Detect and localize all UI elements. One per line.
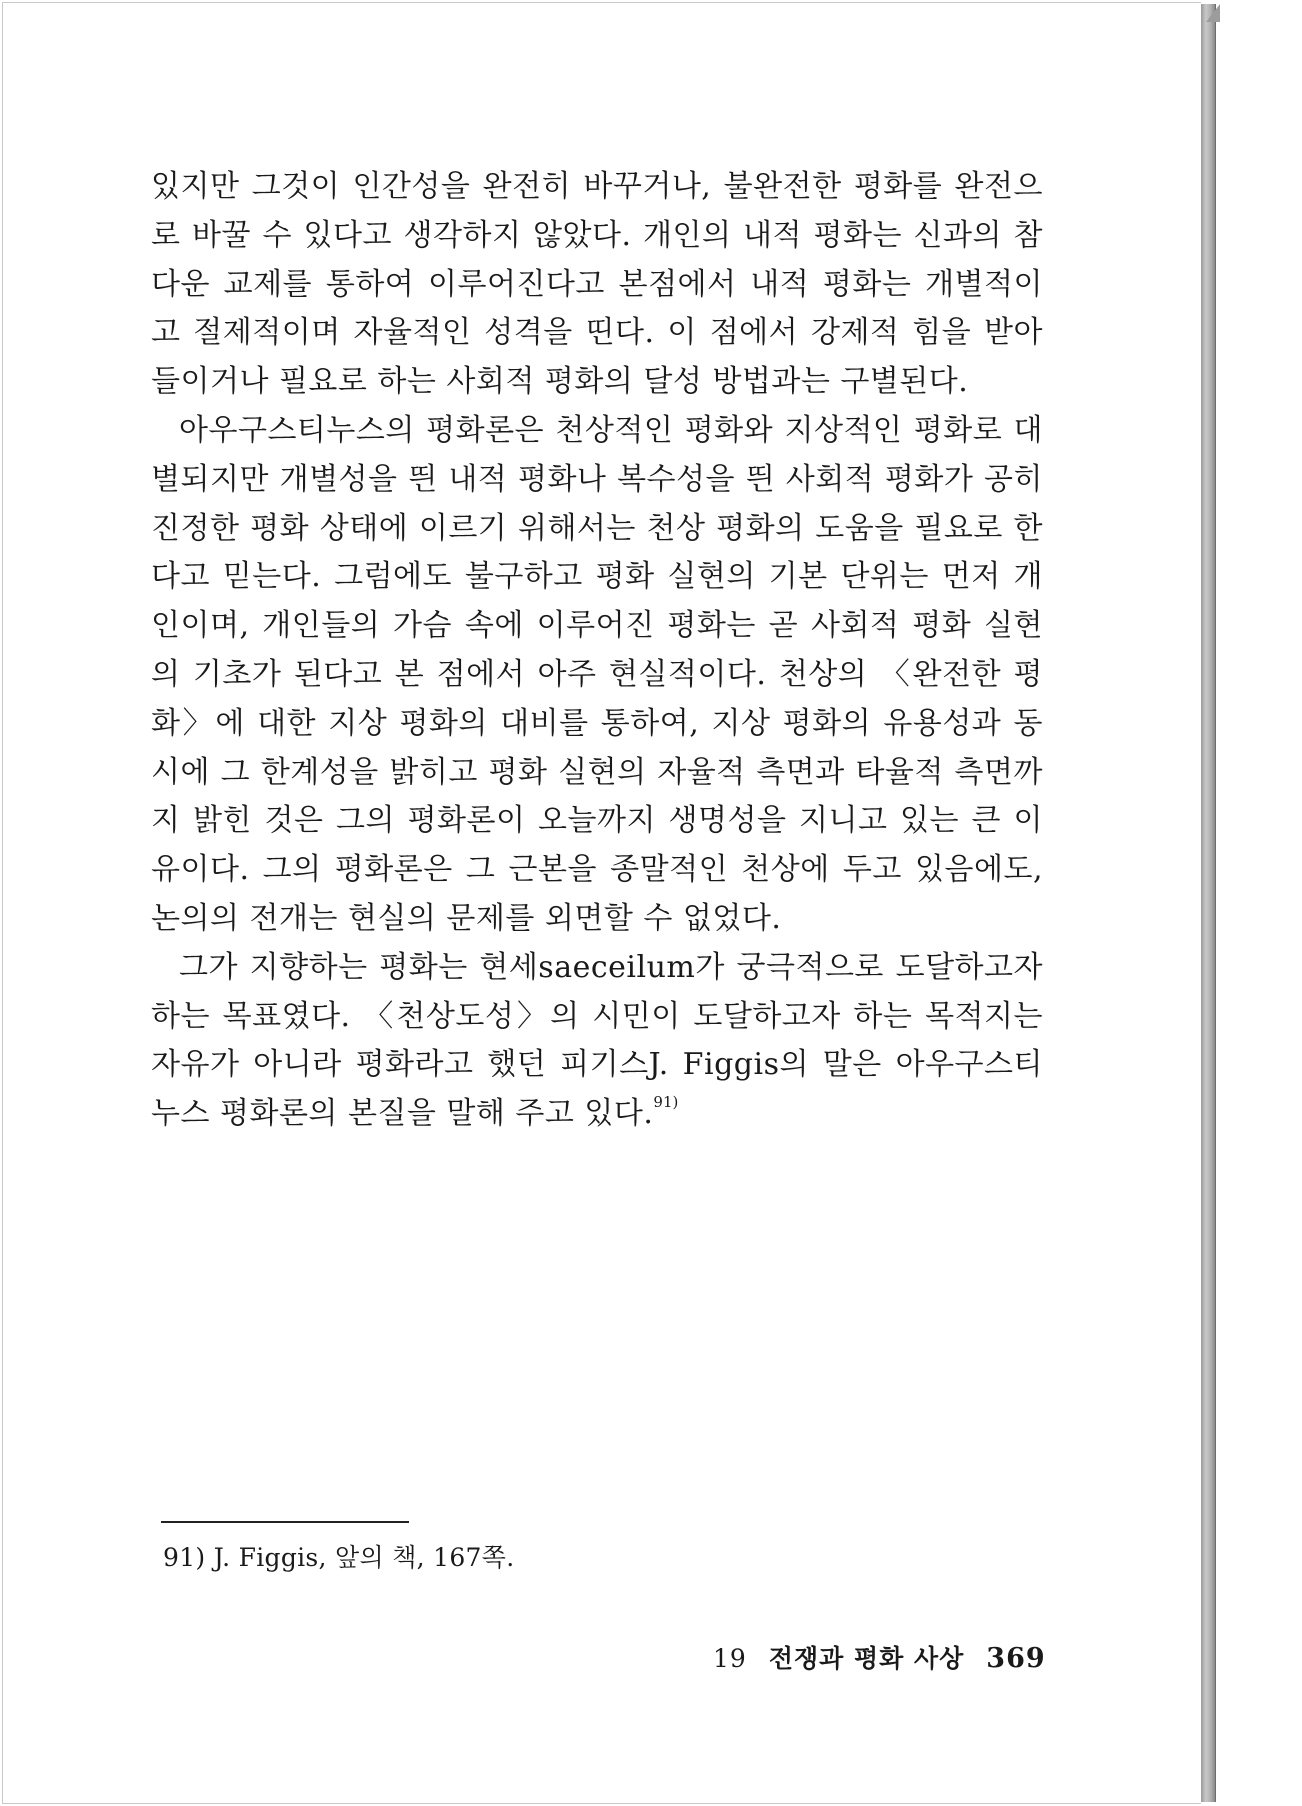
paragraph: 있지만 그것이 인간성을 완전히 바꾸거나, 불완전한 평화를 완전으로 바꿀 수 있다고 생각하지 않았다. 개인의 내적 평화는 신과의 참다운 교제를 통하여 이루어진다고 본점에서 내적 평화는 개별적이고 절제적이며 자율적인 성격을 띤다. 이 점에서 강제적 힘을 받아들이거나 필요로 하는 사회적 평화의 달성 방법과는 구별된다. bbox=[151, 169, 1043, 400]
footnote-divider bbox=[161, 1521, 409, 1523]
paragraph-text: 그가 지향하는 평화는 현세saeceilum가 궁극적으로 도달하고자 하는 목표였다. 〈천상도성〉의 시민이 도달하고자 하는 목적지는 자유가 아니라 평화라고 했던 피기스J. Figgis의 말은 아우구스티누스 평화론의 본질을 말해 주고 있다. bbox=[151, 949, 1043, 1132]
page-curl bbox=[1196, 4, 1220, 22]
chapter-number: 19 bbox=[713, 1644, 747, 1673]
page-edge-shadow bbox=[1201, 4, 1216, 1802]
running-footer bbox=[713, 1641, 1046, 1677]
footnote-reference[interactable]: 91) bbox=[653, 1093, 679, 1112]
paragraph: 아우구스티누스의 평화론은 천상적인 평화와 지상적인 평화로 대별되지만 개별성을 띈 내적 평화나 복수성을 띈 사회적 평화가 공히 진정한 평화 상태에 이르기 위해서는 천상 평화의 도움을 필요로 한다고 믿는다. 그럼에도 불구하고 평화 실현의 기본 단위는 먼저 개인이며, 개인들의 가슴 속에 이루어진 평화는 곧 사회적 평화 실현의 기초가 된다고 본 점에서 아주 현실적이다. 천상의 〈완전한 평화〉에 대한 지상 평화의 대비를 통하여, 지상 평화의 유용성과 동시에 그 한계성을 밝히고 평화 실현의 자율적 측면과 타율적 측면까지 밝힌 것은 그의 평화론이 오늘까지 생명성을 지니고 있는 큰 이유이다. 그의 평화론은 그 근본을 종말적인 천상에 두고 있음에도, 논의의 전개는 현실의 문제를 외면할 수 없었다. bbox=[151, 412, 1043, 936]
footnote: 91) J. Figgis, 앞의 책, 167쪽. bbox=[163, 1543, 515, 1572]
body-text bbox=[151, 163, 1043, 1139]
paragraph bbox=[151, 944, 1043, 1139]
book-page bbox=[2, 2, 1201, 1804]
chapter-title: 전쟁과 평화 사상 bbox=[768, 1644, 965, 1673]
page-number: 369 bbox=[986, 1643, 1046, 1674]
